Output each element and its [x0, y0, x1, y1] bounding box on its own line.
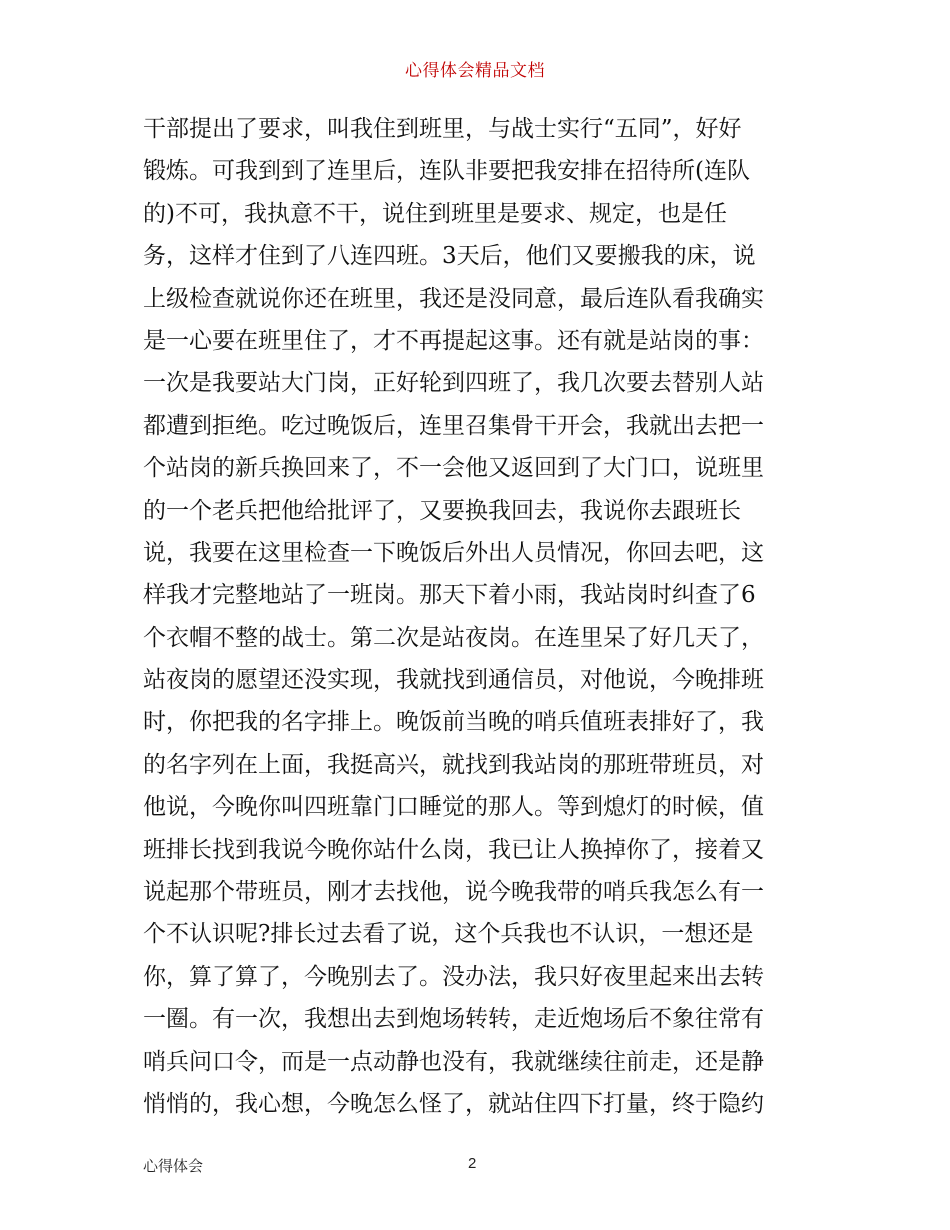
text-line: 的)不可，我执意不干，说住到班里是要求、规定，也是任	[143, 200, 727, 227]
text-line: 都遭到拒绝。吃过晚饭后，连里召集骨干开会，我就出去把一	[143, 412, 764, 439]
text-line: 上级检查就说你还在班里，我还是没同意，最后连队看我确实	[143, 285, 764, 312]
page-number: 2	[468, 1155, 477, 1172]
text-line: 个不认识呢?排长过去看了说，这个兵我也不认识，一想还是	[143, 921, 754, 948]
text-line: 锻炼。可我到到了连里后，连队非要把我安排在招待所(连队	[143, 158, 750, 185]
text-line: 一次是我要站大门岗，正好轮到四班了，我几次要去替别人站	[143, 370, 764, 397]
text-line: 干部提出了要求，叫我住到班里，与战士实行“五同”，好好	[143, 116, 742, 142]
footer-label: 心得体会	[143, 1157, 204, 1175]
text-line: 说，我要在这里检查一下晚饭后外出人员情况，你回去吧，这	[143, 539, 764, 566]
body-text	[143, 108, 823, 1125]
text-line: 的一个老兵把他给批评了，又要换我回去，我说你去跟班长	[143, 497, 741, 524]
text-line: 个站岗的新兵换回来了，不一会他又返回到了大门口，说班里	[143, 455, 764, 482]
text-line: 样我才完整地站了一班岗。那天下着小雨，我站岗时纠查了6	[143, 582, 756, 609]
text-line: 一圈。有一次，我想出去到炮场转转，走近炮场后不象往常有	[143, 1006, 764, 1033]
text-line: 悄悄的，我心想，今晚怎么怪了，就站住四下打量，终于隐约	[143, 1090, 764, 1117]
text-line: 是一心要在班里住了，才不再提起这事。还有就是站岗的事：	[143, 327, 764, 354]
text-line: 你，算了算了，今晚别去了。没办法，我只好夜里起来出去转	[143, 963, 764, 990]
text-line: 说起那个带班员，刚才去找他，说今晚我带的哨兵我怎么有一	[143, 879, 764, 906]
text-line: 他说，今晚你叫四班靠门口睡觉的那人。等到熄灯的时候，值	[143, 794, 764, 821]
text-line: 个衣帽不整的战士。第二次是站夜岗。在连里呆了好几天了，	[143, 624, 764, 651]
text-line: 务，这样才住到了八连四班。3天后，他们又要搬我的床，说	[143, 243, 756, 270]
text-line: 的名字列在上面，我挺高兴，就找到我站岗的那班带班员，对	[143, 751, 764, 778]
text-line: 站夜岗的愿望还没实现，我就找到通信员，对他说，今晚排班	[143, 667, 764, 694]
text-line: 时，你把我的名字排上。晚饭前当晚的哨兵值班表排好了，我	[143, 709, 764, 736]
text-line: 班排长找到我说今晚你站什么岗，我已让人换掉你了，接着又	[143, 836, 764, 863]
document-header-title: 心得体会精品文档	[405, 61, 545, 81]
text-line: 哨兵问口令，而是一点动静也没有，我就继续往前走，还是静	[143, 1048, 764, 1075]
